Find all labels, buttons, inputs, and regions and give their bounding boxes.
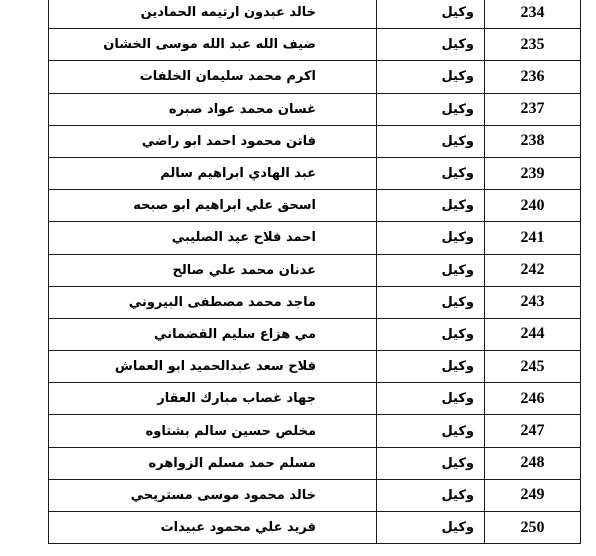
rank-cell: وكيل (377, 479, 485, 511)
row-number-cell: 243 (485, 286, 581, 318)
row-number-cell: 248 (485, 447, 581, 479)
table-row (49, 93, 581, 125)
personnel-table (48, 0, 581, 544)
rank-cell: وكيل (377, 0, 485, 29)
table-row (49, 447, 581, 479)
row-number-cell: 247 (485, 415, 581, 447)
full-name-cell: مسلم حمد مسلم الزواهره (49, 447, 377, 479)
rank-cell: وكيل (377, 222, 485, 254)
full-name-cell: ضيف الله عبد الله موسى الخشان (49, 29, 377, 61)
rank-cell: وكيل (377, 190, 485, 222)
full-name-cell: فلاح سعد عبدالحميد ابو العماش (49, 351, 377, 383)
rank-cell: وكيل (377, 286, 485, 318)
row-number-cell: 239 (485, 157, 581, 189)
row-number-cell: 245 (485, 351, 581, 383)
table-row (49, 351, 581, 383)
rank-cell: وكيل (377, 157, 485, 189)
table-row (49, 479, 581, 511)
row-number-cell: 236 (485, 61, 581, 93)
rank-cell: وكيل (377, 351, 485, 383)
full-name-cell: مخلص حسين سالم بشتاوه (49, 415, 377, 447)
full-name-cell: مي هزاع سليم القضماني (49, 318, 377, 350)
rank-cell: وكيل (377, 512, 485, 544)
full-name-cell: فريد علي محمود عبيدات (49, 512, 377, 544)
row-number-cell: 234 (485, 0, 581, 29)
rank-cell: وكيل (377, 29, 485, 61)
table-row (49, 190, 581, 222)
rank-cell: وكيل (377, 254, 485, 286)
full-name-cell: عدنان محمد علي صالح (49, 254, 377, 286)
table-row (49, 125, 581, 157)
personnel-table-body (49, 0, 581, 544)
table-row (49, 415, 581, 447)
full-name-cell: خالد عبدون ارتيمه الحمادين (49, 0, 377, 29)
row-number-cell: 240 (485, 190, 581, 222)
rank-cell: وكيل (377, 93, 485, 125)
table-row (49, 157, 581, 189)
rank-cell: وكيل (377, 447, 485, 479)
rank-cell: وكيل (377, 383, 485, 415)
rank-cell: وكيل (377, 125, 485, 157)
row-number-cell: 237 (485, 93, 581, 125)
row-number-cell: 244 (485, 318, 581, 350)
row-number-cell: 241 (485, 222, 581, 254)
full-name-cell: ماجد محمد مصطفى البيروني (49, 286, 377, 318)
row-number-cell: 250 (485, 512, 581, 544)
full-name-cell: اسحق علي ابراهيم ابو صبحه (49, 190, 377, 222)
table-row (49, 29, 581, 61)
row-number-cell: 235 (485, 29, 581, 61)
rank-cell: وكيل (377, 318, 485, 350)
table-row (49, 222, 581, 254)
full-name-cell: عبد الهادي ابراهيم سالم (49, 157, 377, 189)
table-row (49, 383, 581, 415)
row-number-cell: 249 (485, 479, 581, 511)
full-name-cell: فاتن محمود احمد ابو راضي (49, 125, 377, 157)
rank-cell: وكيل (377, 61, 485, 93)
row-number-cell: 246 (485, 383, 581, 415)
full-name-cell: احمد فلاح عيد الصليبي (49, 222, 377, 254)
row-number-cell: 238 (485, 125, 581, 157)
table-row (49, 318, 581, 350)
full-name-cell: خالد محمود موسى مستريحي (49, 479, 377, 511)
rank-cell: وكيل (377, 415, 485, 447)
full-name-cell: غسان محمد عواد صبره (49, 93, 377, 125)
table-row (49, 286, 581, 318)
full-name-cell: اكرم محمد سليمان الخلفات (49, 61, 377, 93)
table-row (49, 254, 581, 286)
table-row (49, 512, 581, 544)
full-name-cell: جهاد غصاب مبارك العقار (49, 383, 377, 415)
table-row (49, 61, 581, 93)
row-number-cell: 242 (485, 254, 581, 286)
table-row (49, 0, 581, 29)
document-sheet (48, 0, 581, 556)
